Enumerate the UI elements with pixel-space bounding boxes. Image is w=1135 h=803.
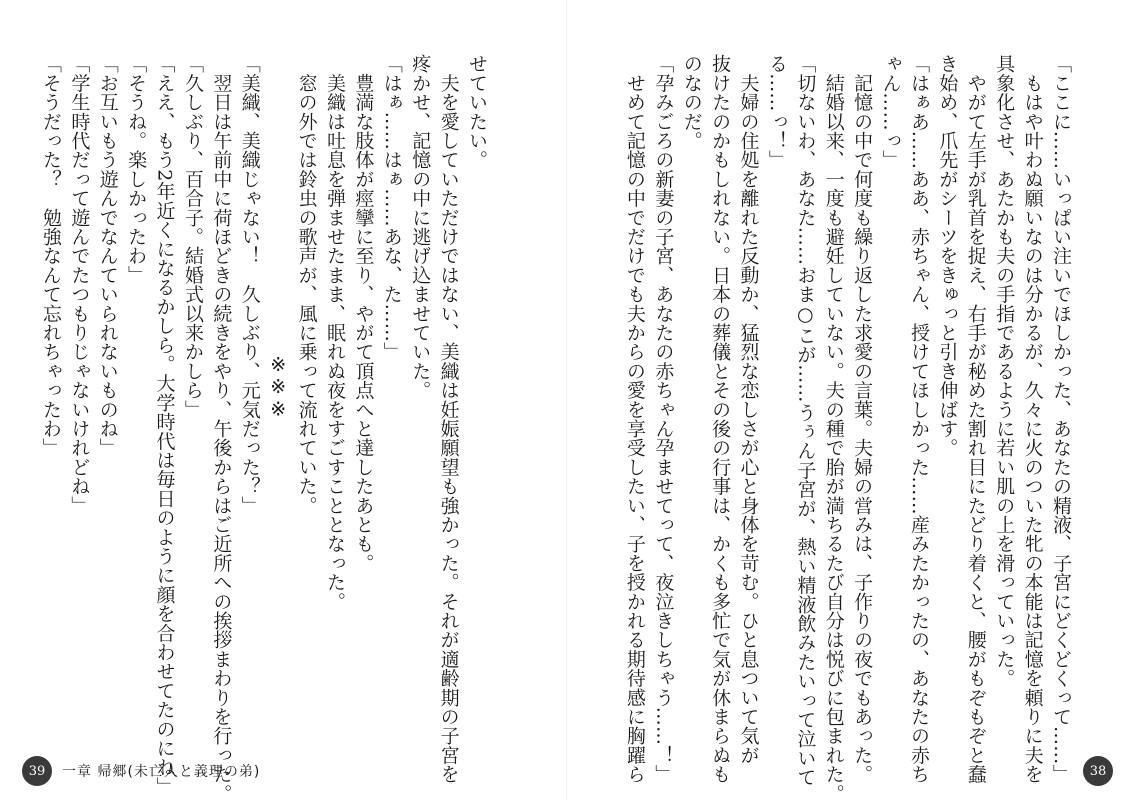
text-line: 「はぁあ……ああ、赤ちゃん、授けてほしかった……産みたかったの、あなたの赤ち <box>907 54 930 784</box>
left-page-footer <box>22 756 260 786</box>
text-line: 「切ないわ、あなた……おま○こが……うぅん子宮が、熱い精液飲みたいって泣いて <box>794 54 817 787</box>
text-line: もはや叶わぬ願いなのは分かるが、久々に火のついた牝の本能は記憶を頼りに夫を <box>1021 54 1044 784</box>
text-line: ゃん……っ」 <box>879 54 902 170</box>
text-line: 「はぁ……はぁ……あな、た……」 <box>380 54 403 362</box>
right-page-text <box>621 54 1076 803</box>
page-39 <box>0 0 567 803</box>
text-line: 「孕みごろの新妻の子宮、あなたの赤ちゃん孕ませてって、夜泣きしちゃう……！」 <box>652 54 675 784</box>
text-line: 美織は吐息を弾ませたまま、眠れぬ夜をすごすこととなった。 <box>323 54 346 611</box>
text-line: 「お互いもう遊んでなんていられないものね」 <box>96 54 119 458</box>
text-line: 具象化させ、あたかも夫の手指であるように若い肌の上を滑っていった。 <box>993 54 1016 688</box>
text-line: 結婚以来、一度も避妊していない。夫の種で胎が満ちるたび自分は悦びに包まれた。 <box>822 54 845 803</box>
text-line: せていたい。 <box>466 54 488 170</box>
text-line: 「ええ、もう2年近くになるかしら。大学時代は毎日のように顔を合わせてたのにね」 <box>153 54 176 796</box>
text-line: き始め、爪先がシーツをきゅっと引き伸ばす。 <box>936 54 959 458</box>
text-line: 「学生時代だって遊んでたつもりじゃないけれどね」 <box>68 54 91 515</box>
text-line: 「そうだった？ 勉強なんて忘れちゃったわ」 <box>39 54 62 458</box>
text-line: 「そうね。楽しかったわ」 <box>125 54 148 285</box>
text-line: 「美織、美織じゃない！ 久しぶり、元気だった？」 <box>238 54 261 515</box>
text-line: る……っ！」 <box>765 54 788 170</box>
text-line: 夫婦の住処を離れた反動か、猛烈な恋しさが心と身体を苛む。ひと息ついて気が <box>737 54 760 765</box>
page-number-badge: 39 <box>22 756 52 786</box>
text-line: やがて左手が乳首を捉え、右手が秘めた割れ目にたどり着くと、腰がもぞもぞと蠢 <box>964 54 987 784</box>
page-38 <box>567 0 1135 803</box>
text-line: 「久しぶり、百合子。結婚式以来かしら」 <box>181 54 204 419</box>
page-number-badge: 38 <box>1083 756 1113 786</box>
right-page-footer <box>1083 756 1113 786</box>
text-line: せめて記憶の中でだけでも夫からの愛を享受したい、子を授かれる期待感に胸躍ら <box>623 54 646 784</box>
section-break-asterism: ※※※ <box>267 354 290 421</box>
text-line: 翌日は午前中に荷ほどきの続きをやり、午後からはご近所への挨拶まわりを行った。 <box>210 54 233 803</box>
text-line: 疼かせ、記憶の中に逃げ込ませていた。 <box>409 54 432 400</box>
text-line: 窓の外では鈴虫の歌声が、風に乗って流れていた。 <box>295 54 318 515</box>
running-head-chapter-title: 一章 帰郷(未亡人と義理の弟) <box>62 764 261 780</box>
text-line: 豊満な肢体が痙攣に至り、やがて頂点へと達したあとも。 <box>352 54 375 573</box>
text-line: 夫を愛していただけではない、美織は妊娠願望も強かった。それが適齢期の子宮を <box>437 54 460 784</box>
text-line: 記憶の中で何度も繰り返した求愛の言葉。夫婦の営みは、子作りの夜でもあった。 <box>851 54 874 784</box>
text-line: のなのだ。 <box>680 54 703 150</box>
text-line: 抜けたのかもしれない。日本の葬儀とその後の行事は、かくも多忙で気が休まらぬも <box>709 54 732 784</box>
text-line: 「ここに……いっぱい注いでほしかった、あなたの精液、子宮にどくどくって……」 <box>1050 54 1072 784</box>
